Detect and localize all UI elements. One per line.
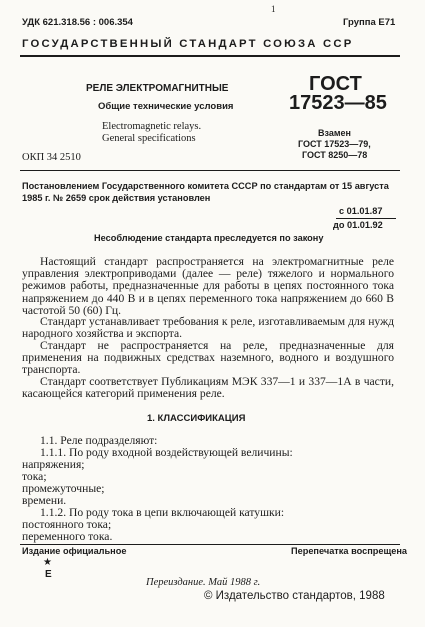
reprint-date: Переиздание. Май 1988 г. <box>146 577 261 588</box>
title-block-rule <box>20 170 400 171</box>
classification-line: промежуточные; <box>22 482 105 495</box>
classification-line: напряжения; <box>22 458 85 471</box>
gost-number: 17523—85 <box>289 92 387 114</box>
replaces-line-2: ГОСТ 8250—78 <box>302 150 368 160</box>
page-number: 1 <box>271 4 276 14</box>
copyright-notice: © Издательство стандартов, 1988 <box>204 590 385 602</box>
classification-line: постоянного тока; <box>22 518 112 531</box>
gost-label: ГОСТ <box>309 73 362 95</box>
replaces-line-1: ГОСТ 17523—79, <box>298 139 371 149</box>
standard-subtitle-ru: Общие технические условия <box>98 101 234 112</box>
replaces-label: Взамен <box>318 128 351 138</box>
decree-line-1: Постановлением Государственного комитета СССР по стандартам от 15 августа <box>22 181 389 191</box>
state-standard-title: ГОСУДАРСТВЕННЫЙ СТАНДАРТ СОЮЗА ССР <box>22 38 354 50</box>
standard-title-en-2: General specifications <box>102 133 196 144</box>
validity-to: до 01.01.92 <box>333 220 383 230</box>
edition-letter: Е <box>45 569 52 580</box>
section-title: 1. КЛАССИФИКАЦИЯ <box>147 413 246 424</box>
validity-from: с 01.01.87 <box>339 206 383 216</box>
legal-notice: Несоблюдение стандарта преследуется по закону <box>94 233 324 243</box>
validity-rule <box>336 218 396 219</box>
paragraph-iec: Стандарт соответствует Публикациям МЭК 337—1 и 337—1А в части, касающейся категорий применения реле. <box>22 375 394 401</box>
star-icon: ★ <box>43 557 52 568</box>
classification-line: тока; <box>22 470 47 483</box>
header-rule <box>20 55 400 57</box>
classification-line: 1.1.1. По роду входной воздействующей величины: <box>40 446 293 459</box>
classification-line: переменного тока. <box>22 530 113 543</box>
okp-code: ОКП 34 2510 <box>22 152 81 163</box>
official-edition: Издание официальное <box>22 546 127 556</box>
classification-line: времени. <box>22 494 67 507</box>
udk-code: УДК 621.318.56 : 006.354 <box>22 17 133 28</box>
paragraph-scope: Настоящий стандарт распространяется на электромагнитные реле управления электроприводами (далее — реле) тяжелого и нормального режимов работы, предназначенные для работы в цепях постоянного тока напряжением до 440 В и в цепях переменного тока напряжением до 660 В частотой 50 (60) Гц. <box>22 255 394 317</box>
standard-title-ru: РЕЛЕ ЭЛЕКТРОМАГНИТНЫЕ <box>86 83 229 94</box>
standard-title-en-1: Electromagnetic relays. <box>102 121 202 132</box>
classification-line: 1.1. Реле подразделяют: <box>40 434 158 447</box>
paragraph-exclusion: Стандарт не распространяется на реле, предназначенные для применения на подвижных средствах наземного, водного и воздушного транспорта. <box>22 339 394 377</box>
footer-rule <box>20 544 400 545</box>
paragraph-requirements: Стандарт устанавливает требования к реле, изготавливаемым для нужд народного хозяйства и экспорта. <box>22 315 394 341</box>
decree-line-2: 1985 г. № 2659 срок действия установлен <box>22 193 211 203</box>
reprint-prohibited: Перепечатка воспрещена <box>291 546 407 556</box>
classification-line: 1.1.2. По роду тока в цепи включающей катушки: <box>40 506 285 519</box>
group-code: Группа Е71 <box>343 17 396 28</box>
